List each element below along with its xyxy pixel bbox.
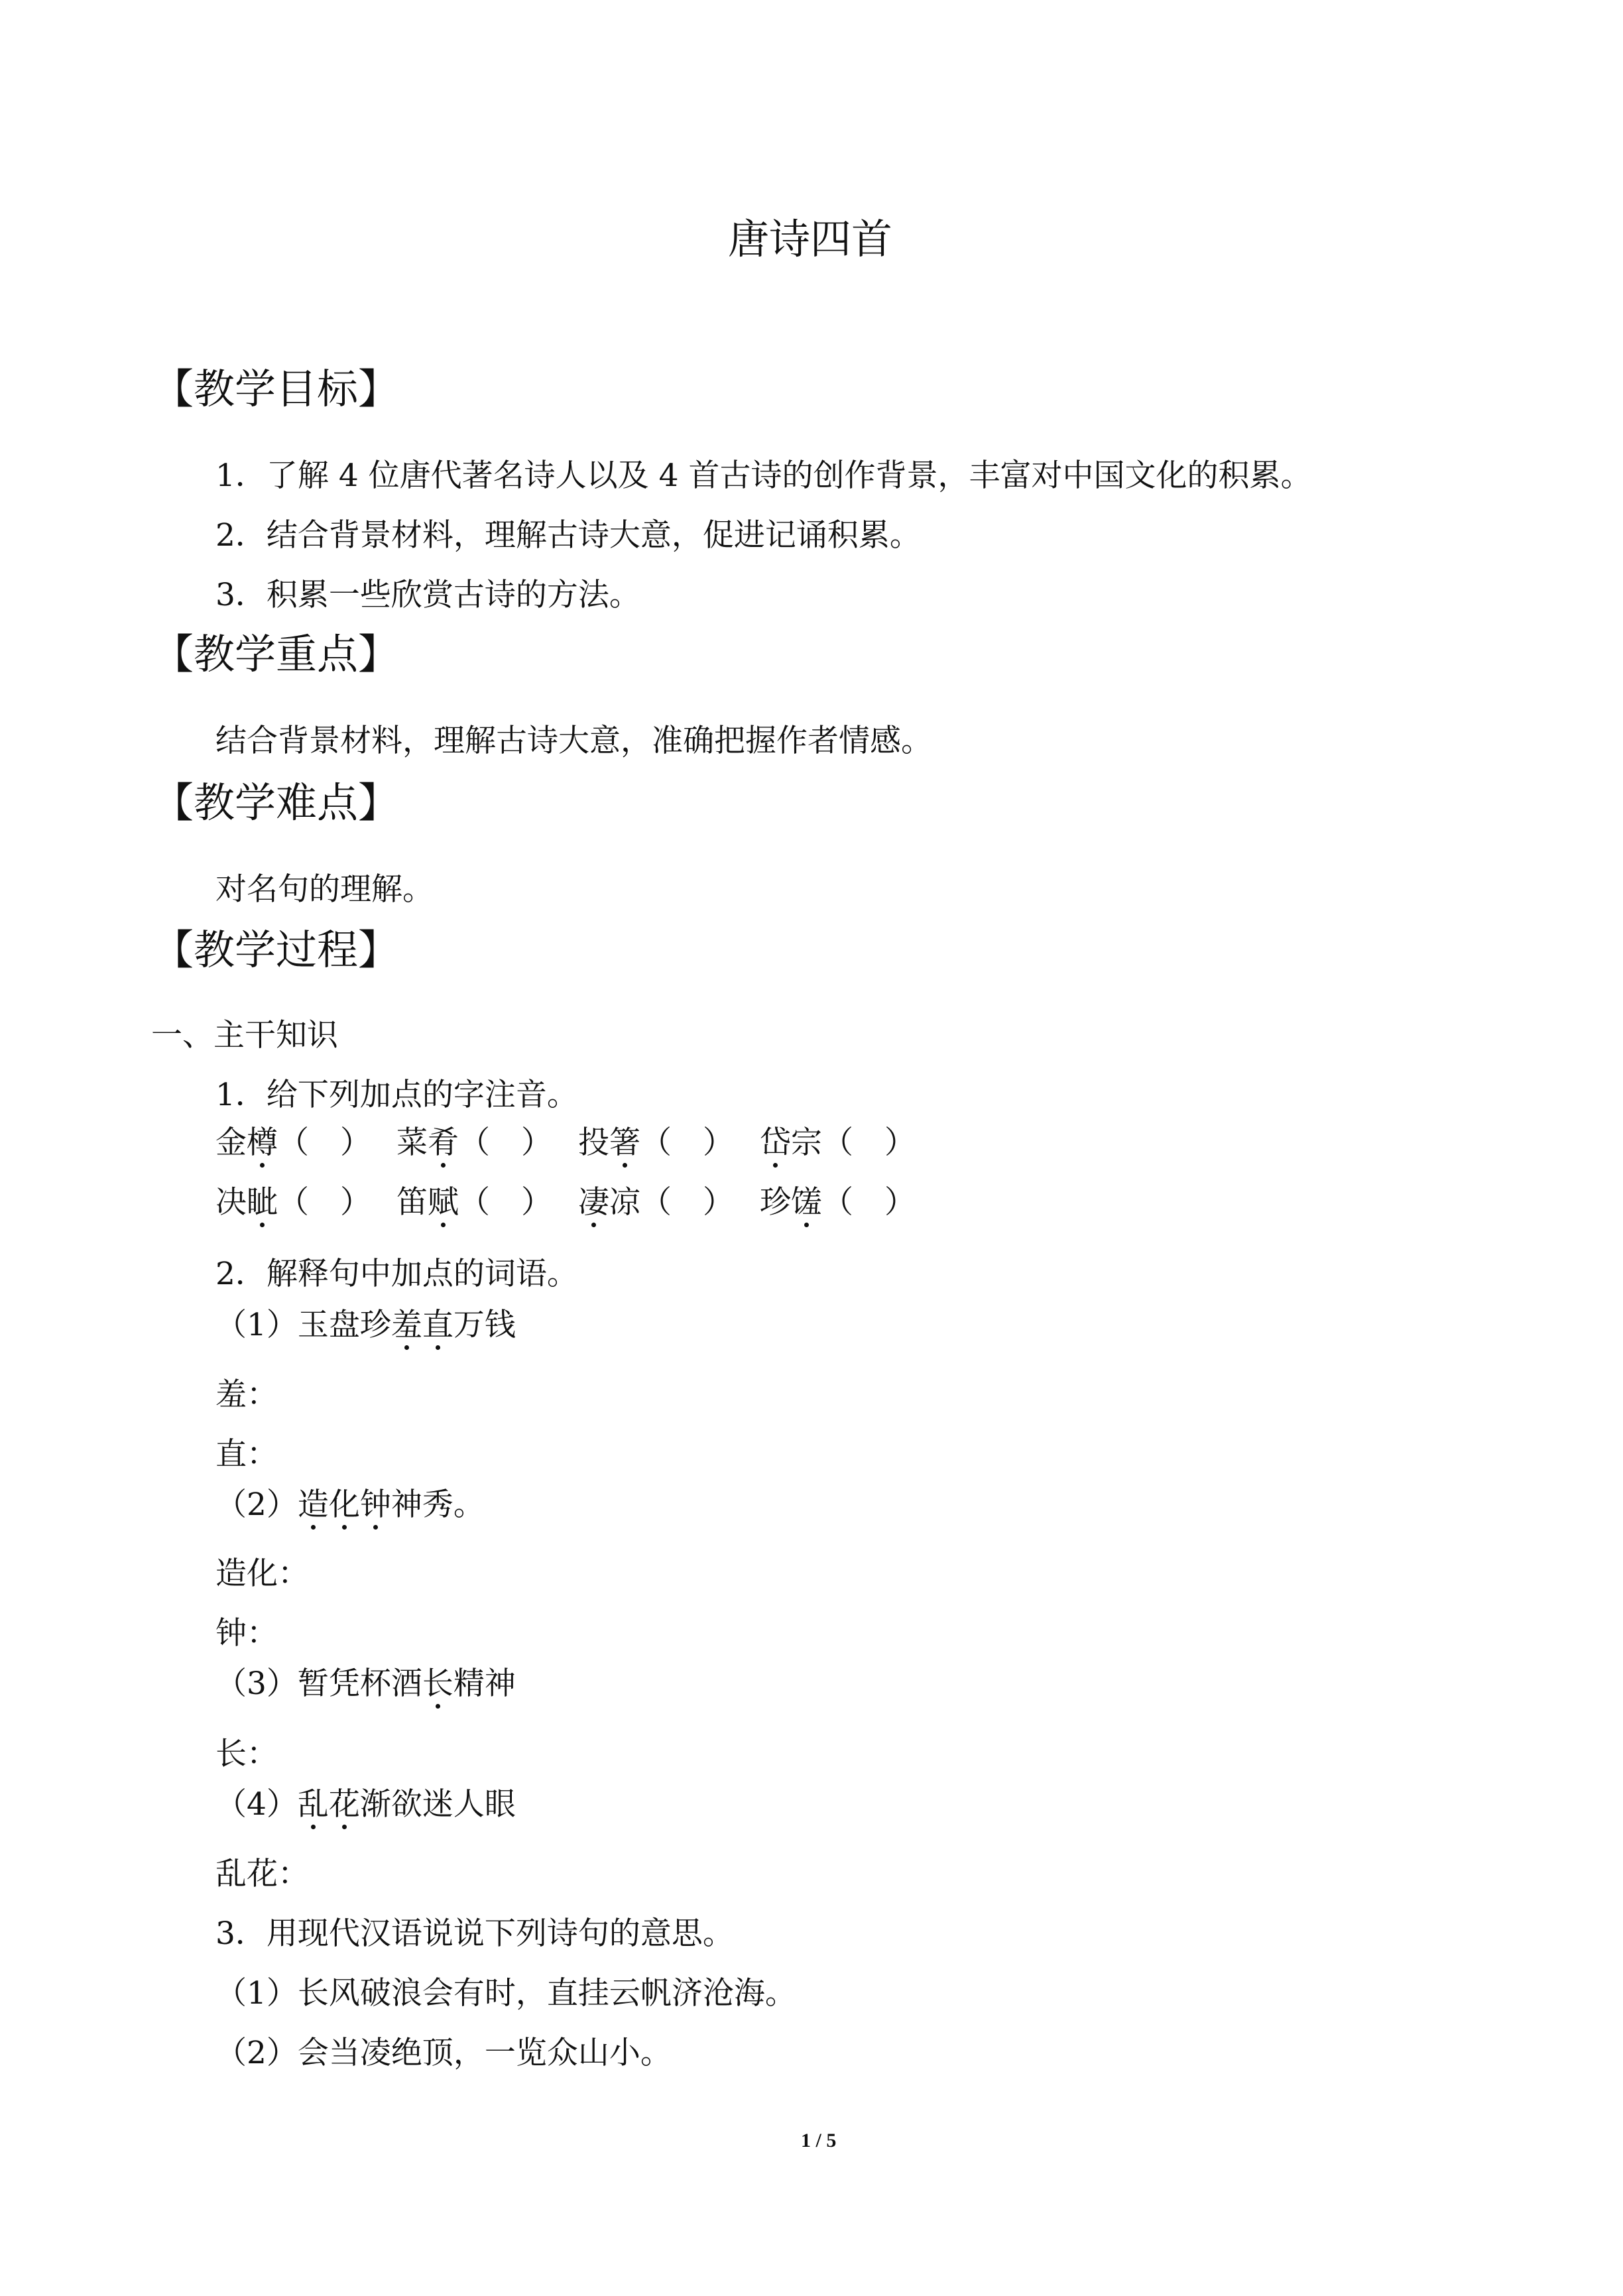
difficult-point-text: 对名句的理解。 [215,871,434,908]
answer-blank: （ ） [459,1184,552,1221]
pinyin-item: 决眦（ ） [215,1184,371,1221]
dotted-char: 赋 [428,1184,459,1221]
section-heading-difficult: 【教学难点】 [152,778,400,827]
answer-blank: （ ） [459,1124,552,1161]
section-heading-process: 【教学过程】 [152,926,400,974]
sentence-1: （1）玉盘珍羞直万钱 [215,1307,516,1343]
answer-blank: （ ） [278,1124,371,1161]
part-heading: 一、主干知识 [151,1017,338,1054]
term-label: 长： [215,1736,278,1772]
sentence-2: （2）造化钟神秀。 [215,1486,485,1523]
dotted-char: 眦 [247,1184,278,1221]
dotted-char: 馐 [791,1184,822,1221]
dotted-char: 肴 [428,1124,459,1161]
term-label: 钟： [215,1615,278,1652]
dotted-char: 化 [328,1486,360,1523]
pinyin-item: 笛赋（ ） [396,1184,552,1221]
term-label: 乱花： [215,1856,309,1892]
pinyin-item: 菜肴（ ） [396,1124,552,1161]
dotted-char: 羞 [391,1307,422,1343]
answer-blank: （ ） [640,1184,734,1221]
dotted-char: 乱 [297,1786,329,1823]
pinyin-item: 岱宗（ ） [760,1124,916,1161]
question-2-prompt: 2．解释句中加点的词语。 [215,1256,578,1292]
pinyin-item: 投箸（ ） [578,1124,734,1161]
dotted-char: 花 [328,1786,360,1823]
sentence-3: （3）暂凭杯酒长精神 [215,1665,516,1702]
term-label: 羞： [215,1376,278,1413]
answer-blank: （ ） [822,1184,916,1221]
term-label: 造化： [215,1555,309,1592]
section-heading-goals: 【教学目标】 [152,365,400,413]
dotted-char: 凄 [578,1184,609,1221]
key-point-text: 结合背景材料，理解古诗大意，准确把握作者情感。 [215,723,932,759]
verse-line-2: （2）会当凌绝顶，一览众山小。 [215,2035,672,2071]
goal-item-1: 1．了解 4 位唐代著名诗人以及 4 首古诗的创作背景，丰富对中国文化的积累。 [215,457,1312,494]
dotted-char: 箸 [609,1124,640,1161]
section-heading-key: 【教学重点】 [152,630,400,678]
question-1-prompt: 1．给下列加点的字注音。 [215,1077,578,1113]
pinyin-item: 凄凉（ ） [578,1184,734,1221]
dotted-char: 长 [422,1665,453,1702]
term-label: 直： [215,1436,278,1473]
sentence-4: （4）乱花渐欲迷人眼 [215,1786,516,1823]
page-number: 1 / 5 [801,2130,837,2151]
answer-blank: （ ） [278,1184,371,1221]
dotted-char: 钟 [359,1486,391,1523]
dotted-char: 岱 [760,1124,791,1161]
pinyin-item: 珍馐（ ） [760,1184,916,1221]
dotted-char: 直 [422,1307,453,1343]
answer-blank: （ ） [822,1124,916,1161]
goal-item-2: 2．结合背景材料，理解古诗大意，促进记诵积累。 [215,517,921,554]
dotted-char: 造 [297,1486,329,1523]
verse-line-1: （1）长风破浪会有时，直挂云帆济沧海。 [215,1975,796,2012]
page-title: 唐诗四首 [728,215,893,263]
goal-item-3: 3．积累一些欣赏古诗的方法。 [215,577,640,613]
answer-blank: （ ） [640,1124,734,1161]
question-3-prompt: 3．用现代汉语说说下列诗句的意思。 [215,1915,734,1952]
pinyin-item: 金樽（ ） [215,1124,371,1161]
dotted-char: 樽 [247,1124,278,1161]
